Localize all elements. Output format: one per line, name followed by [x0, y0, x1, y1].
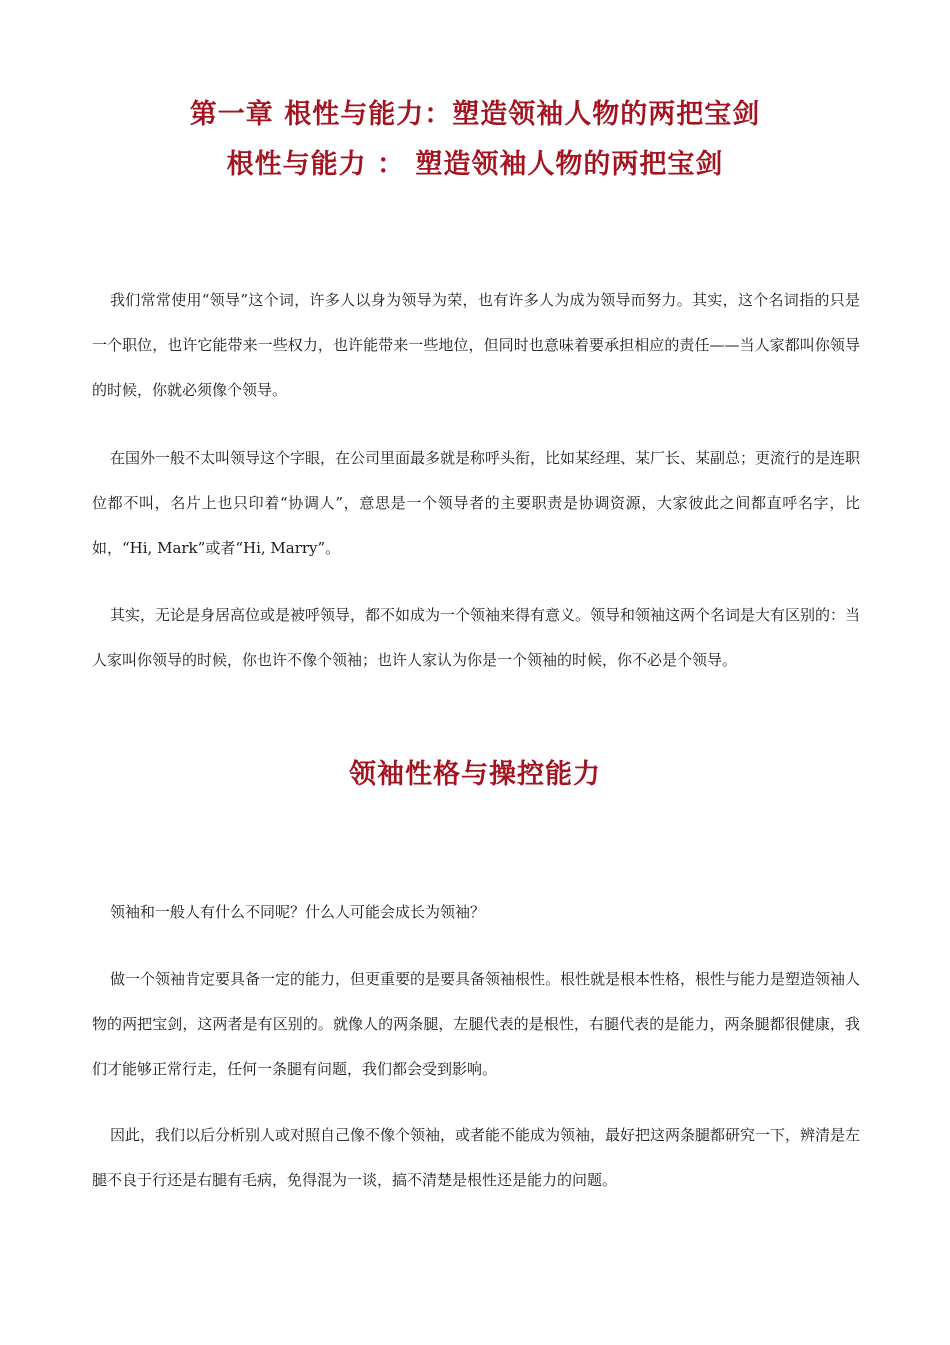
paragraph-2: 在国外一般不太叫领导这个字眼，在公司里面最多就是称呼头衔，比如某经理、某厂长、某副总；更流行的是连职位都不叫，名片上也只印着“协调人”，意思是一个领导者的主要职责是协调资源，大家彼此之间都直呼名字，比如，“Hi, Mark”或者“Hi, Marry”。 — [92, 449, 861, 557]
paragraph-1: 我们常常使用“领导”这个词，许多人以身为领导为荣，也有许多人为成为领导而努力。其实，这个名词指的只是一个职位，也许它能带来一些权力，也许能带来一些地位，但同时也意味着要承担相应的责任——当人家都叫你领导的时候，你就必须像个领导。 — [92, 291, 860, 399]
paragraph-4: 领袖和一般人有什么不同呢？什么人可能会成长为领袖？ — [110, 903, 486, 921]
paragraph-3: 其实，无论是身居高位或是被呼领导，都不如成为一个领袖来得有意义。领导和领袖这两个名词是大有区别的：当人家叫你领导的时候，你也许不像个领袖；也许人家认为你是一个领袖的时候，你不必是个领导。 — [92, 606, 861, 669]
section-title: 领袖性格与操控能力 — [349, 759, 601, 790]
paragraph-6: 因此，我们以后分析别人或对照自己像不像个领袖，或者能不能成为领袖，最好把这两条腿都研究一下，辨清是左腿不良于行还是右腿有毛病，免得混为一谈，搞不清楚是根性还是能力的问题。 — [92, 1126, 861, 1189]
chapter-title: 第一章 根性与能力：塑造领袖人物的两把宝剑 — [189, 99, 761, 130]
paragraph-5: 做一个领袖肯定要具备一定的能力，但更重要的是要具备领袖根性。根性就是根本性格，根性与能力是塑造领袖人物的两把宝剑，这两者是有区别的。就像人的两条腿，左腿代表的是根性，右腿代表的是能力，两条腿都很健康，我们才能够正常行走，任何一条腿有问题，我们都会受到影响。 — [92, 970, 861, 1078]
chapter-subtitle: 根性与能力 ： 塑造领袖人物的两把宝剑 — [226, 149, 724, 180]
